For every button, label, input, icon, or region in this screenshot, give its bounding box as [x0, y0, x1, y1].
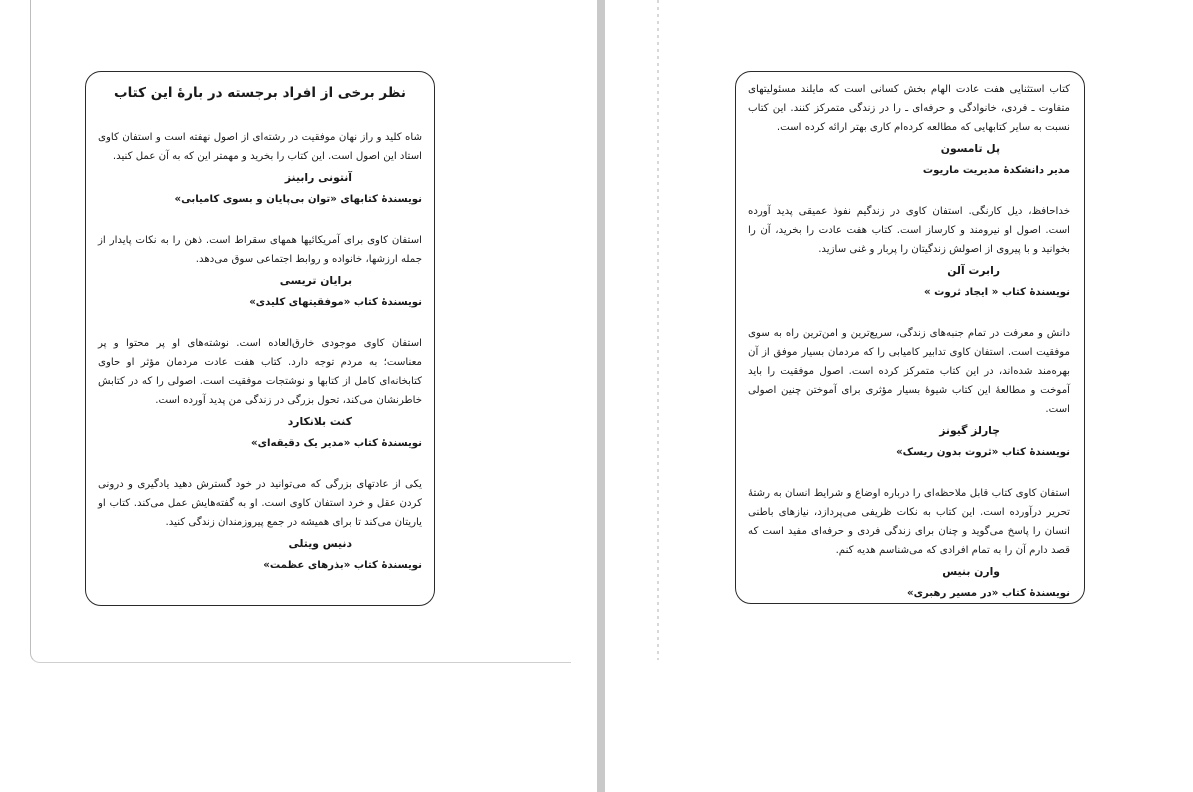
testimonial-author: چارلز گیونز: [939, 424, 1000, 437]
testimonial-role: نویسندۀ کتاب « ایجاد ثروت »: [924, 287, 1070, 298]
testimonial-role: نویسندۀ کتاب «در مسیر رهبری»: [907, 588, 1070, 599]
testimonials-frame-right: [735, 71, 1085, 604]
testimonial-author: کنت بلانکارد: [287, 415, 352, 428]
scan-page-edge: [657, 0, 659, 660]
testimonial-author: برایان تریسی: [279, 274, 352, 287]
testimonial: [98, 334, 422, 453]
testimonial-author: پل تامسون: [940, 142, 1000, 155]
page-gutter: [597, 0, 605, 792]
testimonial-quote: یکی از عادتهای بزرگی که می‌توانید در خود گسترش دهید یادگیری و درونی کردن عقل و خرد استفان کاوی است. او به گفته‌هایش عمل می‌کند. کتاب او یاریتان می‌کند تا برای همیشه در جمع پیروزمندان زندگی کنید.: [98, 479, 422, 528]
testimonial: [748, 324, 1070, 462]
right-page: [605, 0, 1193, 792]
testimonial: [748, 202, 1070, 302]
testimonial: [98, 231, 422, 312]
testimonial-author: رابرت آلن: [947, 264, 1000, 277]
testimonial-quote: استفان کاوی برای آمریکائیها همهای سقراط است. ذهن را به نکات پایدار از جمله ارزشها، خانواده و روابط اجتماعی سوق می‌دهد.: [98, 235, 422, 265]
testimonial-quote: خداحافظ، دیل کارنگی. استفان کاوی در زندگیم نفوذ عمیقی پدید آورده است. اصول او نیرومند و کارساز است. کتاب هفت عادت را بخرید، آن را بخوانید و با پیروی از اصولش زندگیتان را پربار و غنی سازید.: [748, 206, 1070, 255]
testimonial: [98, 128, 422, 209]
testimonial-quote: شاه کلید و راز نهان موفقیت در رشته‌ای از اصول نهفته است و استفان کاوی استاد این اصول است. این کتاب را بخرید و مهمتر این که به آن عمل کنید.: [98, 132, 422, 162]
testimonials-frame-left: [85, 71, 435, 606]
testimonial-role: مدیر دانشکدۀ مدیریت ماریوت: [922, 165, 1070, 176]
testimonial-role: نویسندۀ کتاب «ثروت بدون ریسک»: [896, 447, 1070, 458]
testimonial: [748, 80, 1070, 180]
testimonial-quote: استفان کاوی کتاب قابل ملاحظه‌ای را درباره اوضاع و شرایط انسان به رشتۀ تحریر درآورده است. این کتاب به نکات ظریفی می‌پردازد، نیازهای باطنی انسان را پاسخ می‌گوید و چنان برای زندگی فردی و حرفه‌ای مفید است که قصد دارم آن را به تمام افرادی که می‌شناسم هدیه کنم.: [748, 488, 1070, 556]
testimonial-quote: استفان کاوی موجودی خارق‌العاده است. نوشته‌های او پر محتوا و پر معناست؛ به مردم توجه دارد. کتاب هفت عادت مردمان مؤثر او حاوی کتابخانه‌ای کامل از کتابها و نوشتجات موفقیت است. اصولی را که در کتابش خاطرنشان می‌کند، تحول بزرگی در زندگی من پدید آورده است.: [98, 338, 422, 406]
testimonial-quote: دانش و معرفت در تمام جنبه‌های زندگی، سریع‌ترین و امن‌ترین راه به سوی موفقیت است. استفان کاوی تدابیر کامیابی را که مردمان بسیار موفق از آن بهره‌مند شده‌اند، در این کتاب متمرکز کرده است. اصول موفقیت را باید آموخت و مطالعۀ این کتاب شیوۀ بسیار مؤثری برای آموختن چنین اصولی است.: [748, 328, 1070, 415]
testimonial-author: وارن بنیس: [942, 565, 1000, 578]
testimonial-role: نویسندۀ کتاب «بذرهای عظمت»: [263, 560, 422, 571]
testimonial-author: دنیس ویتلی: [288, 537, 352, 550]
testimonial-role: نویسندۀ کتاب «موفقیتهای کلیدی»: [249, 297, 422, 308]
testimonial-role: نویسندۀ کتاب «مدیر یک دقیقه‌ای»: [251, 438, 422, 449]
testimonial: [748, 484, 1070, 603]
page-heading: نظر برخی از افراد برجسته در بارۀ این کتاب: [114, 85, 406, 101]
testimonial: [98, 475, 422, 575]
testimonial-role: نویسندۀ کتابهای «توان بی‌پایان و بسوی کامیابی»: [174, 194, 422, 205]
testimonial-author: آنتونی رابینز: [284, 171, 352, 184]
testimonial-quote: کتاب استثنایی هفت عادت الهام بخش کسانی است که مایلند مسئولیتهای متفاوت ـ فردی، خانوادگی و حرفه‌ای ـ را در زندگی متمرکز کنند. این کتاب نسبت به سایر کتابهایی که مطالعه کرده‌ام کاری بهتر ارائه کرده است.: [748, 84, 1070, 133]
